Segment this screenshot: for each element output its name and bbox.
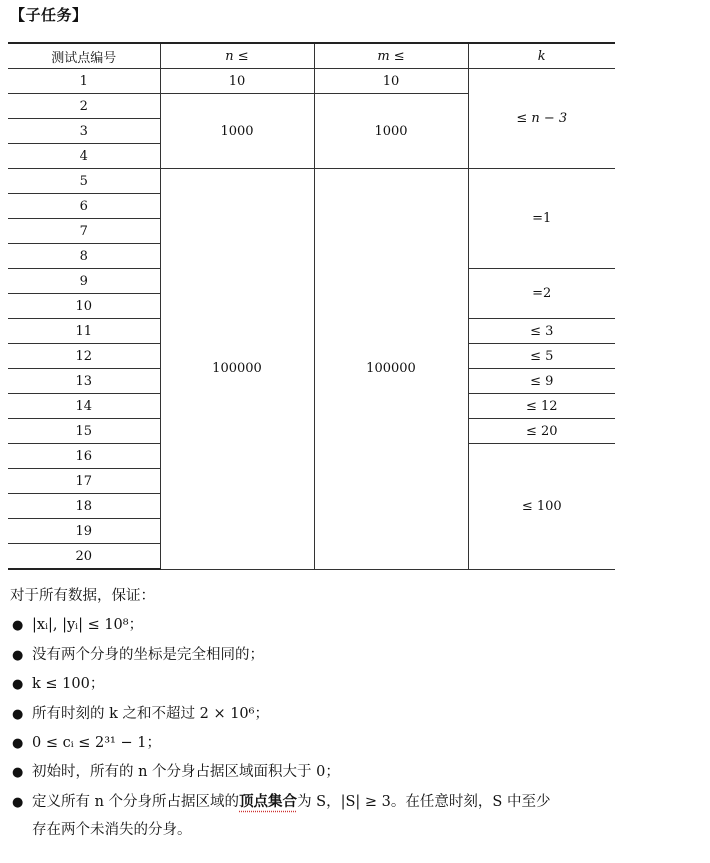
m-cell: 10 xyxy=(314,69,468,94)
subtask-table xyxy=(8,42,615,570)
test-id-cell: 2 xyxy=(8,94,160,119)
bullet-icon: ● xyxy=(12,618,24,634)
test-id-cell: 8 xyxy=(8,244,160,269)
list-item-continuation: 存在两个未消失的分身。 xyxy=(32,822,192,839)
k-cell: ≤ 9 xyxy=(468,369,615,394)
k-cell: =1 xyxy=(468,169,615,269)
k-cell: ≤ 20 xyxy=(468,419,615,444)
n-cell: 10 xyxy=(160,69,314,94)
table-row xyxy=(8,69,615,94)
test-id-cell: 6 xyxy=(8,194,160,219)
header-n: n ≤ xyxy=(160,43,314,69)
list-item: ● 没有两个分身的坐标是完全相同的； xyxy=(10,641,700,670)
n-cell: 1000 xyxy=(160,94,314,169)
test-id-cell: 5 xyxy=(8,169,160,194)
test-id-cell: 9 xyxy=(8,269,160,294)
header-k: k xyxy=(468,43,615,69)
k-cell: ≤ n − 3 xyxy=(468,69,615,169)
k-cell: ≤ 5 xyxy=(468,344,615,369)
test-id-cell: 3 xyxy=(8,119,160,144)
bullet-icon: ● xyxy=(12,736,24,752)
bullet-icon: ● xyxy=(12,677,24,693)
table-header-row xyxy=(8,43,615,69)
header-test-id: 测试点编号 xyxy=(8,43,160,69)
m-cell: 100000 xyxy=(314,169,468,570)
constraints-notes xyxy=(10,582,700,843)
k-cell: ≤ 100 xyxy=(468,444,615,570)
test-id-cell: 14 xyxy=(8,394,160,419)
bullet-icon: ● xyxy=(12,765,24,781)
list-item: ● 所有时刻的 k 之和不超过 2 × 10⁶； xyxy=(10,700,700,729)
list-item: ● 初始时，所有的 n 个分身占据区域面积大于 0； xyxy=(10,758,700,787)
test-id-cell: 11 xyxy=(8,319,160,344)
test-id-cell: 12 xyxy=(8,344,160,369)
constraints-list xyxy=(10,611,700,817)
test-id-cell: 16 xyxy=(8,444,160,469)
test-id-cell: 17 xyxy=(8,469,160,494)
emphasized-term: 顶点集合 xyxy=(239,793,298,810)
test-id-cell: 19 xyxy=(8,519,160,544)
list-item: ● k ≤ 100； xyxy=(10,670,700,699)
test-id-cell: 10 xyxy=(8,294,160,319)
test-id-cell: 1 xyxy=(8,69,160,94)
test-id-cell: 13 xyxy=(8,369,160,394)
bullet-icon: ● xyxy=(12,706,24,722)
header-m: m ≤ xyxy=(314,43,468,69)
bullet-icon: ● xyxy=(12,647,24,663)
constraints-intro: 对于所有数据，保证： xyxy=(10,588,155,604)
m-cell: 1000 xyxy=(314,94,468,169)
test-id-cell: 15 xyxy=(8,419,160,444)
bullet-icon: ● xyxy=(12,794,24,810)
table-row xyxy=(8,169,615,194)
test-id-cell: 4 xyxy=(8,144,160,169)
k-cell: ≤ 3 xyxy=(468,319,615,344)
list-item: ● |xᵢ|, |yᵢ| ≤ 10⁸； xyxy=(10,611,700,640)
k-cell: =2 xyxy=(468,269,615,319)
test-id-cell: 7 xyxy=(8,219,160,244)
test-id-cell: 20 xyxy=(8,544,160,570)
n-cell: 100000 xyxy=(160,169,314,570)
k-cell: ≤ 12 xyxy=(468,394,615,419)
test-id-cell: 18 xyxy=(8,494,160,519)
section-heading: 【子任务】 xyxy=(10,6,88,24)
list-item: ● 0 ≤ cᵢ ≤ 2³¹ − 1； xyxy=(10,729,700,758)
list-item: ● 定义所有 n 个分身所占据区域的顶点集合为 S，|S| ≥ 3。在任意时刻，S 中至少 xyxy=(10,788,700,817)
